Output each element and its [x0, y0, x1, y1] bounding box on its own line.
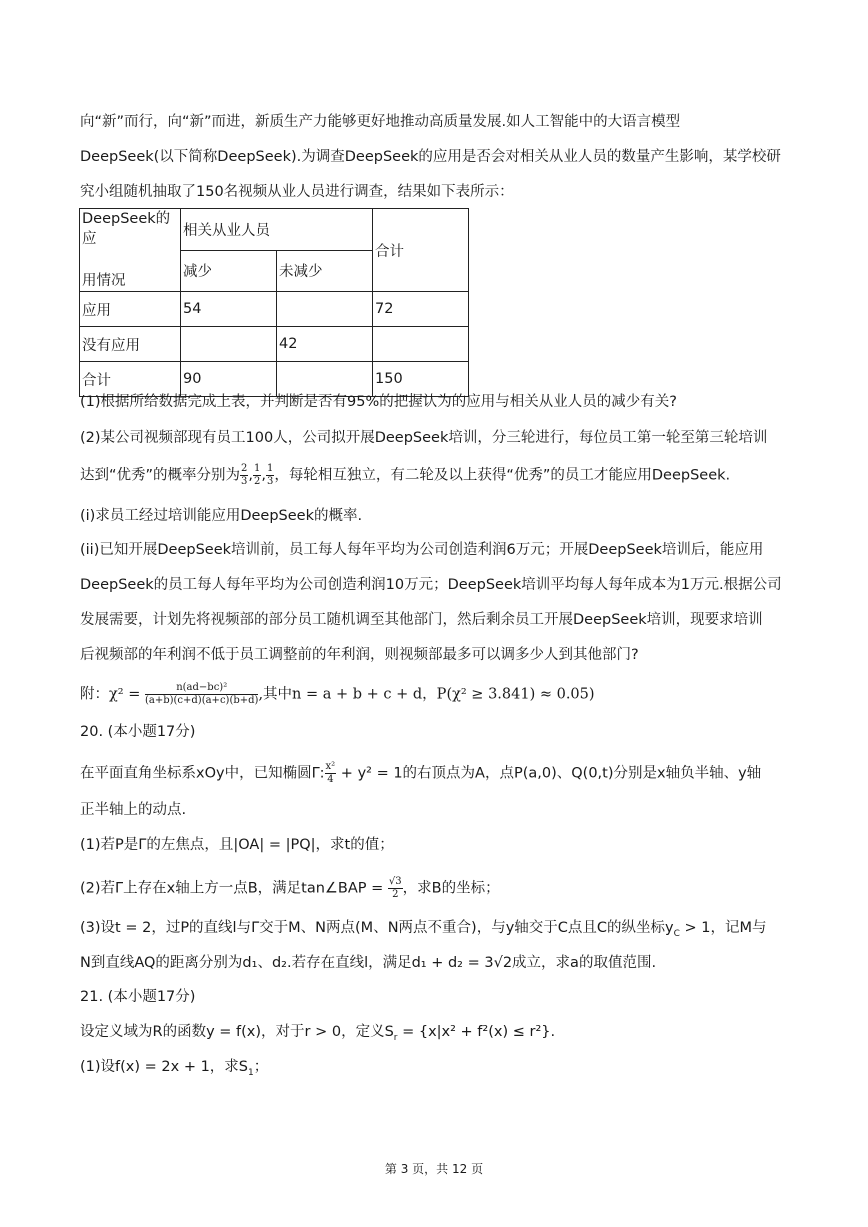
q19-appendix — [80, 683, 595, 706]
table-corner-cell — [80, 209, 181, 292]
q20-stem-line-2: 正半轴上的动点. — [80, 802, 187, 818]
q19-part-2-suffix: ，每轮相互独立，有二轮及以上获得“优秀”的员工才能应用DeepSeek. — [274, 467, 731, 484]
q19-part-ii-line-2: DeepSeek的员工每人每年平均为公司创造利润10万元；DeepSeek培训平均每人每年成本为1万元.根据公司 — [80, 577, 782, 593]
contingency-table — [79, 208, 469, 397]
fraction-numerator: √3 — [388, 876, 402, 887]
q20-part-3-line-2: N到直线AQ的距离分别为d₁、d₂.若存在直线l，满足d₁ + d₂ = 3√2成立，求a的取值范围. — [80, 955, 657, 971]
q19-part-2-prefix: 达到“优秀”的概率分别为 — [80, 467, 241, 484]
q20-part-2-prefix: (2)若Γ上存在x轴上方一点B，满足tan∠BAP = — [80, 880, 384, 897]
subscript: C — [673, 928, 680, 939]
q19-part-ii-line-1: (ii)已知开展DeepSeek培训前，员工每人每年平均为公司创造利润6万元；开展DeepSeek培训后，能应用 — [80, 542, 764, 558]
q21-part-1-text: (1)设f(x) = 2x + 1，求S — [80, 1059, 249, 1075]
q20-part-1: (1)若P是Γ的左焦点，且|OA| = |PQ|，求t的值； — [80, 837, 394, 853]
table-cell: 54 — [181, 292, 277, 327]
q21-heading: 21. (本小题17分) — [80, 989, 196, 1005]
intro-line-1: 向“新”而行，向“新”而进，新质生产力能够更好地推动高质量发展.如人工智能中的大语言模型 — [80, 114, 681, 130]
q20-part-3-line-1 — [80, 918, 767, 944]
table-corner-line-1: DeepSeek的应 — [82, 211, 171, 247]
table-corner-line-2: 用情况 — [82, 273, 126, 289]
table-cell: 90 — [181, 362, 277, 397]
fraction — [388, 877, 403, 900]
intro-line-2: DeepSeek(以下简称DeepSeek).为调查DeepSeek的应用是否会对相关从业人员的数量产生影响，某学校研 — [80, 149, 781, 165]
q20-part-3-end: > 1，记M与 — [679, 920, 767, 936]
fraction-denominator: 4 — [327, 774, 334, 785]
fraction-denominator: 2 — [392, 889, 399, 900]
q19-part-2-line-1: (2)某公司视频部现有员工100人，公司拟开展DeepSeek培训，分三轮进行，每位员工第一轮至第三轮培训 — [80, 430, 768, 446]
q20-heading: 20. (本小题17分) — [80, 724, 196, 740]
q21-stem — [80, 1022, 555, 1048]
page-footer: 第 3 页，共 12 页 — [384, 1162, 484, 1176]
table-row — [80, 327, 469, 362]
subscript: r — [393, 1032, 398, 1043]
fraction — [253, 464, 261, 487]
table-col-reduce: 减少 — [181, 250, 277, 292]
q21-stem-end: = {x|x² + f²(x) ≤ r²}. — [397, 1024, 556, 1040]
q21-stem-text: 设定义域为R的函数y = f(x)，对于r > 0，定义S — [80, 1024, 394, 1040]
q20-part-2 — [80, 877, 500, 900]
fraction-denominator: 3 — [241, 476, 248, 487]
fraction-numerator: 1 — [254, 463, 261, 474]
table-cell: 42 — [277, 327, 373, 362]
fraction-denominator: 3 — [267, 476, 274, 487]
fraction-denominator: 2 — [254, 476, 261, 487]
q20-stem-line-1 — [80, 762, 761, 785]
q20-stem-suffix: + y² = 1的右顶点为A，点P(a,0)、Q(0,t)分别是x轴负半轴、y轴 — [336, 765, 762, 782]
table-row-label: 没有应用 — [80, 327, 181, 362]
q19-part-ii-line-3: 发展需要，计划先将视频部的部分员工随机调至其他部门，然后剩余员工开展DeepSeek培训，现要求培训 — [80, 612, 763, 628]
q19-part-1: (1)根据所给数据完成上表，并判断是否有95%的把握认为的应用与相关从业人员的减少有关? — [80, 394, 677, 410]
q20-part-3-text: (3)设t = 2，过P的直线l与Γ交于M、N两点(M、N两点不重合)，与y轴交于C点且C的纵坐标y — [80, 920, 674, 936]
table-col-total: 合计 — [373, 209, 469, 292]
q20-part-2-suffix: ，求B的坐标； — [402, 880, 500, 897]
subscript: 1 — [248, 1067, 254, 1078]
fraction-numerator: 2 — [241, 463, 248, 474]
table-cell — [277, 292, 373, 327]
q19-part-i: (i)求员工经过培训能应用DeepSeek的概率. — [80, 508, 363, 524]
chi-square-rest: ,其中n = a + b + c + d，P(χ² ≥ 3.841) ≈ 0.05) — [258, 686, 595, 703]
intro-line-3: 究小组随机抽取了150名视频从业人员进行调查，结果如下表所示： — [80, 184, 514, 200]
table-col-not-reduce: 未减少 — [277, 250, 373, 292]
q19-part-ii-line-4: 后视频部的年利润不低于员工调整前的年利润，则视频部最多可以调多少人到其他部门? — [80, 647, 639, 663]
table-group-header: 相关从业人员 — [181, 209, 373, 251]
fraction-numerator: x² — [325, 761, 336, 772]
fraction-denominator: (a+b)(c+d)(a+c)(b+d) — [144, 695, 259, 706]
fraction-numerator: 1 — [267, 463, 274, 474]
q21-part-1 — [80, 1057, 268, 1083]
chi-square-fraction — [145, 683, 258, 706]
fraction-numerator: n(ad−bc)² — [145, 683, 258, 695]
q21-part-1-end: ； — [253, 1059, 269, 1075]
chi-square-lhs: χ² = — [109, 686, 141, 703]
table-row-label: 合计 — [80, 362, 181, 397]
q20-stem-prefix: 在平面直角坐标系xOy中，已知椭圆Γ: — [80, 765, 325, 782]
q19-part-2-line-2: 达到“优秀”的概率分别为 $\frac{2}{3}$ , $\frac{1}{2}$ , $\frac{1}{3}$ ，每轮相互独立，有二轮及以上获得“优秀”的员工才能应用DeepSeek. — [80, 463, 731, 487]
fraction — [325, 762, 337, 785]
table-cell: 150 — [373, 362, 469, 397]
table-cell — [181, 327, 277, 362]
table-row — [80, 292, 469, 327]
table-cell: 72 — [373, 292, 469, 327]
table-cell — [373, 327, 469, 362]
table-row-label: 应用 — [80, 292, 181, 327]
appendix-label: 附： — [80, 686, 109, 703]
fraction — [240, 464, 248, 487]
